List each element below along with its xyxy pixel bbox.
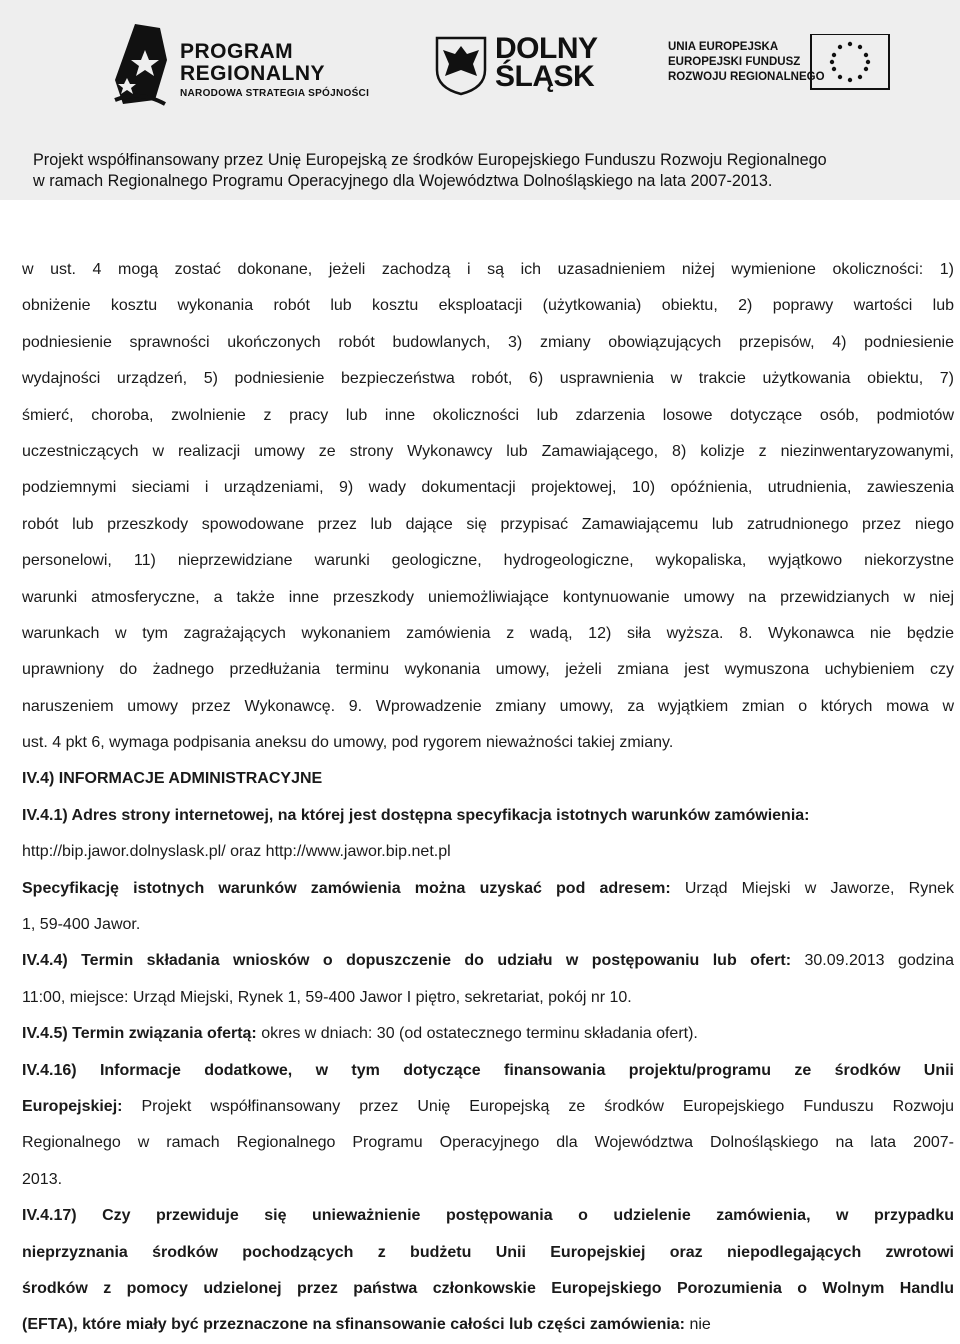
body-line: personelowi, 11) nieprzewidziane warunki geologiczne, hydrogeologiczne, wykopaliska, wyjątkowo niekorzystne [22, 552, 954, 570]
binding-period-label: IV.4.5) Termin związania ofertą: [22, 1025, 257, 1043]
binding-period-value: okres w dniach: 30 (od ostatecznego terminu składania ofert). [256, 1025, 698, 1043]
dolny-slask-line1: DOLNY [495, 32, 598, 65]
annulment-question-text: środków z pomocy udzielonej przez państwa członkowskie Europejskiego Porozumienia o Wolnym Handlu [22, 1279, 954, 1297]
ue-logo-line2: EUROPEJSKI FUNDUSZ [668, 56, 801, 68]
additional-info-line-1 [22, 1053, 954, 1089]
ue-logo-line3: ROZWOJU REGIONALNEGO [668, 71, 825, 83]
deadline-value: 30.09.2013 godzina [791, 952, 955, 970]
annulment-question-line-3 [22, 1271, 954, 1307]
body-line: podziemnymi sieciami i urządzeniami, 9) wady dokumentacji projektowej, 10) opóźnienia, utrudnienia, zawieszenia [22, 479, 954, 497]
program-logo-line1: PROGRAM [180, 40, 294, 63]
annulment-question-line-4 [22, 1307, 954, 1343]
program-logo-line2: REGIONALNY [180, 62, 326, 85]
additional-info-value: Projekt współfinansowany przez Unię Europejską ze środków Europejskiego Funduszu Rozwoju [122, 1097, 954, 1115]
additional-info-label: IV.4.16) Informacje dodatkowe, w tym dotyczące finansowania projektu/programu ze środków Unii [22, 1061, 954, 1079]
additional-info-label-cont: Europejskiej: [22, 1097, 123, 1115]
ue-logo-line1: UNIA EUROPEJSKA [668, 41, 779, 53]
binding-period-line [22, 1016, 954, 1052]
section-heading-iv4 [22, 761, 954, 797]
body-line: warunkach w tym zagrażających wykonaniem zamówienia z wadą, 12) siła wyższa. 8. Wykonawca nie będzie [22, 624, 954, 642]
section-heading-iv41 [22, 798, 954, 834]
body-line: naruszeniem umowy przez Wykonawcę. 9. Wprowadzenie zmiany umowy, za wyjątkiem zmian o których mowa w [22, 697, 954, 715]
body-line: obniżenie kosztu wykonania robót lub kosztu eksploatacji (użytkowania) obiektu, 2) poprawy wartości lub [22, 297, 954, 315]
deadline-line [22, 943, 954, 979]
body-line: ust. 4 pkt 6, wymaga podpisania aneksu do umowy, pod rygorem nieważności takiej zmiany. [22, 734, 674, 752]
annulment-question-text: IV.4.17) Czy przewiduje się unieważnienie postępowania o udzielenie zamówienia, w przypadku [22, 1207, 954, 1225]
annulment-question-text: (EFTA), które miały być przeznaczone na sfinansowanie całości lub części zamówienia: [22, 1316, 686, 1334]
annulment-question-line-2 [22, 1235, 954, 1271]
body-line: wydajności urządzeń, 5) podniesienie bezpieczeństwa robót, 6) usprawnienia w trakcie użytkowania obiektu, 7) [22, 370, 954, 388]
document-body [22, 252, 954, 1344]
deadline-label: IV.4.4) Termin składania wniosków o dopuszczenie do udziału w postępowaniu lub ofert: [22, 952, 792, 970]
body-line: robót lub przeszkody spowodowane przez lub dające się przypisać Zamawiającemu lub zatrudnionego przez niego [22, 515, 954, 533]
body-line: warunki atmosferyczne, a także inne przeszkody uniemożliwiające kontynuowanie umowy na przewidzianych w niej [22, 588, 954, 606]
annulment-question-text: nieprzyznania środków pochodzących z budżetu Unii Europejskiej oraz niepodlegających zwrotowi [22, 1243, 954, 1261]
project-funding-line-1: Projekt współfinansowany przez Unię Europejską ze środków Europejskiego Funduszu Rozwoju Regionalnego [33, 151, 827, 169]
spec-address-line-2: 1, 59-400 Jawor. [22, 916, 141, 934]
program-logo-subtitle: NARODOWA STRATEGIA SPÓJNOŚCI [180, 88, 370, 99]
section-heading-text: IV.4) INFORMACJE ADMINISTRACYJNE [22, 770, 323, 788]
spec-label: Specyfikację istotnych warunków zamówienia można uzyskać pod adresem: [22, 879, 671, 897]
additional-info-line-3: Regionalnego w ramach Regionalnego Programu Operacyjnego dla Województwa Dolnośląskiego na lata 2007- [22, 1134, 954, 1152]
spec-address-line [22, 871, 954, 907]
annulment-answer: nie [685, 1316, 711, 1334]
body-line: śmierć, choroba, zwolnienie z pracy lub inne okoliczności lub zdarzenia losowe dotyczące osób, podmiotów [22, 406, 954, 424]
additional-info-line-2 [22, 1089, 954, 1125]
project-funding-line-2: w ramach Regionalnego Programu Operacyjnego dla Województwa Dolnośląskiego na lata 2007-2013. [33, 172, 773, 190]
spec-value: Urząd Miejski w Jaworze, Rynek [670, 879, 954, 897]
section-heading-text: IV.4.1) Adres strony internetowej, na której jest dostępna specyfikacja istotnych warunków zamówienia: [22, 806, 810, 824]
body-line: uczestniczących w realizacji umowy ze strony Wykonawcy lub Zamawiającego, 8) kolizje z niezinwentaryzowanymi, [22, 442, 954, 460]
deadline-line-2: 11:00, miejsce: Urząd Miejski, Rynek 1, 59-400 Jawor I piętro, sekretariat, pokój nr 10. [22, 988, 632, 1006]
body-line: w ust. 4 mogą zostać dokonane, jeżeli zachodzą i są ich uzasadnieniem niżej wymienione okoliczności: 1) [22, 261, 954, 278]
website-urls: http://bip.jawor.dolnyslask.pl/ oraz http://www.jawor.bip.net.pl [22, 843, 451, 861]
additional-info-line-4: 2013. [22, 1170, 63, 1188]
annulment-question-line-1 [22, 1198, 954, 1234]
body-line: podniesienie sprawności ukończonych robót budowlanych, 3) zmiany obowiązujących przepisów, 4) podniesienie [22, 333, 954, 351]
body-line: uprawniony do żadnego przedłużania terminu wykonania umowy, jeżeli zmiana jest wymuszona uchybieniem czy [22, 661, 954, 679]
dolny-slask-line2: ŚLĄSK [495, 60, 595, 93]
